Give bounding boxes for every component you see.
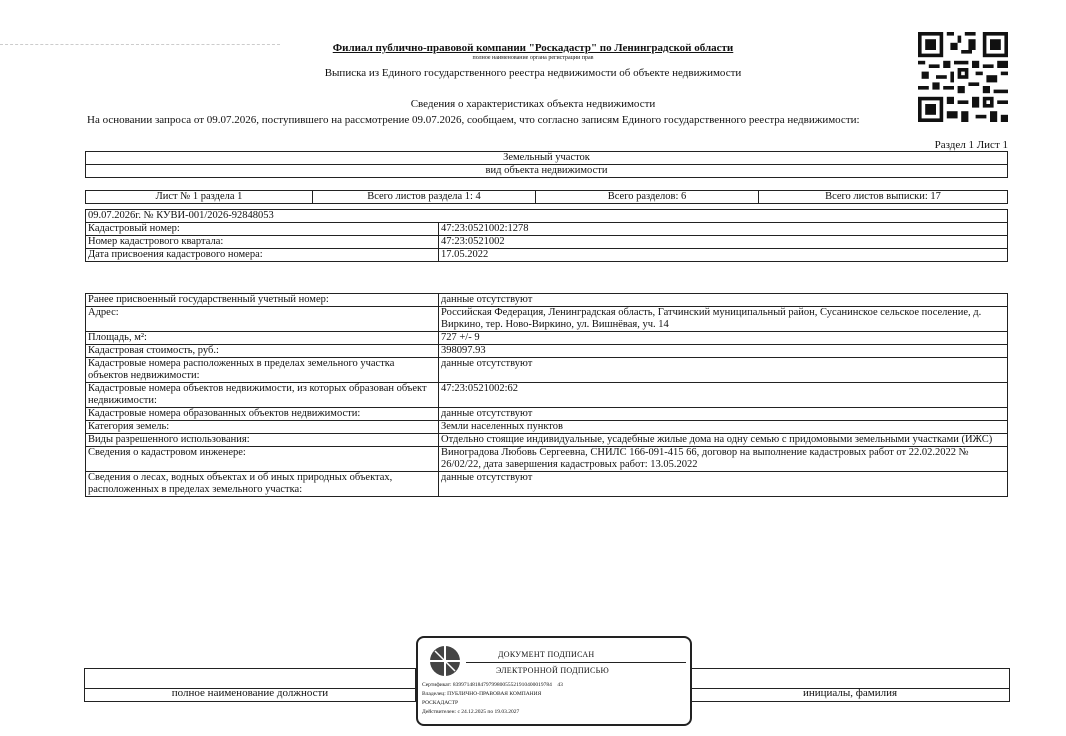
row-label: Кадастровые номера объектов недвижимости, из которых образован объект недвижимости: [86,383,439,408]
total-sections: Всего разделов: 6 [536,191,759,204]
row-label: Сведения о лесах, водных объектах и об иных природных объектах, расположенных в пределах земельного участка: [86,472,439,497]
row-label: Ранее присвоенный государственный учетный номер: [86,294,439,307]
row-value: Виноградова Любовь Сергеевна, СНИЛС 166-091-415 66, договор на выполнение кадастровых работ от 22.02.2022 № 26/02/22, дата завершения кадастровых работ: 13.05.2022 [439,447,1008,472]
position-caption: полное наименование должности [171,687,329,699]
row-value: 17.05.2022 [439,249,1008,262]
total-sheets-section: Всего листов раздела 1: 4 [313,191,536,204]
row-label: Дата присвоения кадастрового номера: [86,249,439,262]
row-value: данные отсутствуют [439,472,1008,497]
total-sheets: Всего листов выписки: 17 [759,191,1008,204]
row-value: 727 +/- 9 [439,332,1008,345]
row-label: Виды разрешенного использования: [86,434,439,447]
info-title: Сведения о характеристиках объекта недвижимости [410,98,656,110]
table-row [86,294,1008,307]
row-label: Сведения о кадастровом инженере: [86,447,439,472]
table-row [86,383,1008,408]
row-value: 47:23:0521002:62 [439,383,1008,408]
sheet-number: Лист № 1 раздела 1 [86,191,313,204]
table-row [86,408,1008,421]
table-row [86,447,1008,472]
object-type: Земельный участок [86,152,1008,165]
stamp-line-1: ДОКУМЕНТ ПОДПИСАН [498,650,595,659]
row-label: Номер кадастрового квартала: [86,236,439,249]
stamp-owner-name: РОСКАДАСТР [422,700,459,706]
sheet-info-table [85,190,1008,204]
stamp-owner: Владелец: ПУБЛИЧНО-ПРАВОВАЯ КОМПАНИЯ [422,691,542,697]
row-label: Площадь, м²: [86,332,439,345]
row-value: Отдельно стоящие индивидуальные, усадебные жилые дома на одну семью с придомовыми земельными участками (ИЖС) [439,434,1008,447]
row-label: Кадастровые номера образованных объектов недвижимости: [86,408,439,421]
stamp-validity: Действителен: с 24.12.2025 по 19.03.2027 [422,709,520,715]
row-label: Категория земель: [86,421,439,434]
initials-signature-box [690,668,1010,702]
cadastral-main-table [85,209,1008,262]
object-type-caption: вид объекта недвижимости [86,165,1008,178]
table-row [86,249,1008,262]
stamp-certificate: Сертификат: 839971481847979980055521910400019784 43 [422,682,563,688]
extract-title: Выписка из Единого государственного реестра недвижимости об объекте недвижимости [324,67,742,79]
row-label: Кадастровый номер: [86,223,439,236]
organization-name: Филиал публично-правовой компании "Роскадастр" по Ленинградской области [332,42,734,54]
section-label: Раздел 1 Лист 1 [934,139,1008,151]
initials-caption: инициалы, фамилия [802,687,898,699]
row-value: данные отсутствуют [439,408,1008,421]
request-basis: На основании запроса от 09.07.2026, поступившего на рассмотрение 09.07.2026, сообщаем, что согласно записям Единого государственного реестра недвижимости: [87,114,860,126]
organization-caption: полное наименование органа регистрации прав [472,55,594,61]
row-value: данные отсутствуют [439,294,1008,307]
table-row [86,236,1008,249]
table-row [86,332,1008,345]
table-row [86,307,1008,332]
table-row [86,358,1008,383]
object-type-table [85,151,1008,178]
table-row [86,434,1008,447]
row-value: 398097.93 [439,345,1008,358]
row-value: Российская Федерация, Ленинградская область, Гатчинский муниципальный район, Сусанинское сельское поселение, д. Виркино, тер. Ново-Виркино, ул. Вишнёвая, уч. 14 [439,307,1008,332]
stamp-line-2: ЭЛЕКТРОННОЙ ПОДПИСЬЮ [496,666,610,675]
row-value: Земли населенных пунктов [439,421,1008,434]
e-signature-stamp [416,636,692,726]
row-label: Кадастровая стоимость, руб.: [86,345,439,358]
request-number: 09.07.2026г. № КУВИ-001/2026-92848053 [86,210,1008,223]
row-label: Кадастровые номера расположенных в пределах земельного участка объектов недвижимости: [86,358,439,383]
row-value: данные отсутствуют [439,358,1008,383]
table-row [86,421,1008,434]
position-signature-box [84,668,416,702]
row-value: 47:23:0521002 [439,236,1008,249]
row-value: 47:23:0521002:1278 [439,223,1008,236]
table-row [86,472,1008,497]
table-row [86,223,1008,236]
table-row [86,345,1008,358]
qr-code-icon [918,32,1008,122]
characteristics-table [85,293,1008,497]
row-label: Адрес: [86,307,439,332]
emblem-icon [428,644,462,678]
